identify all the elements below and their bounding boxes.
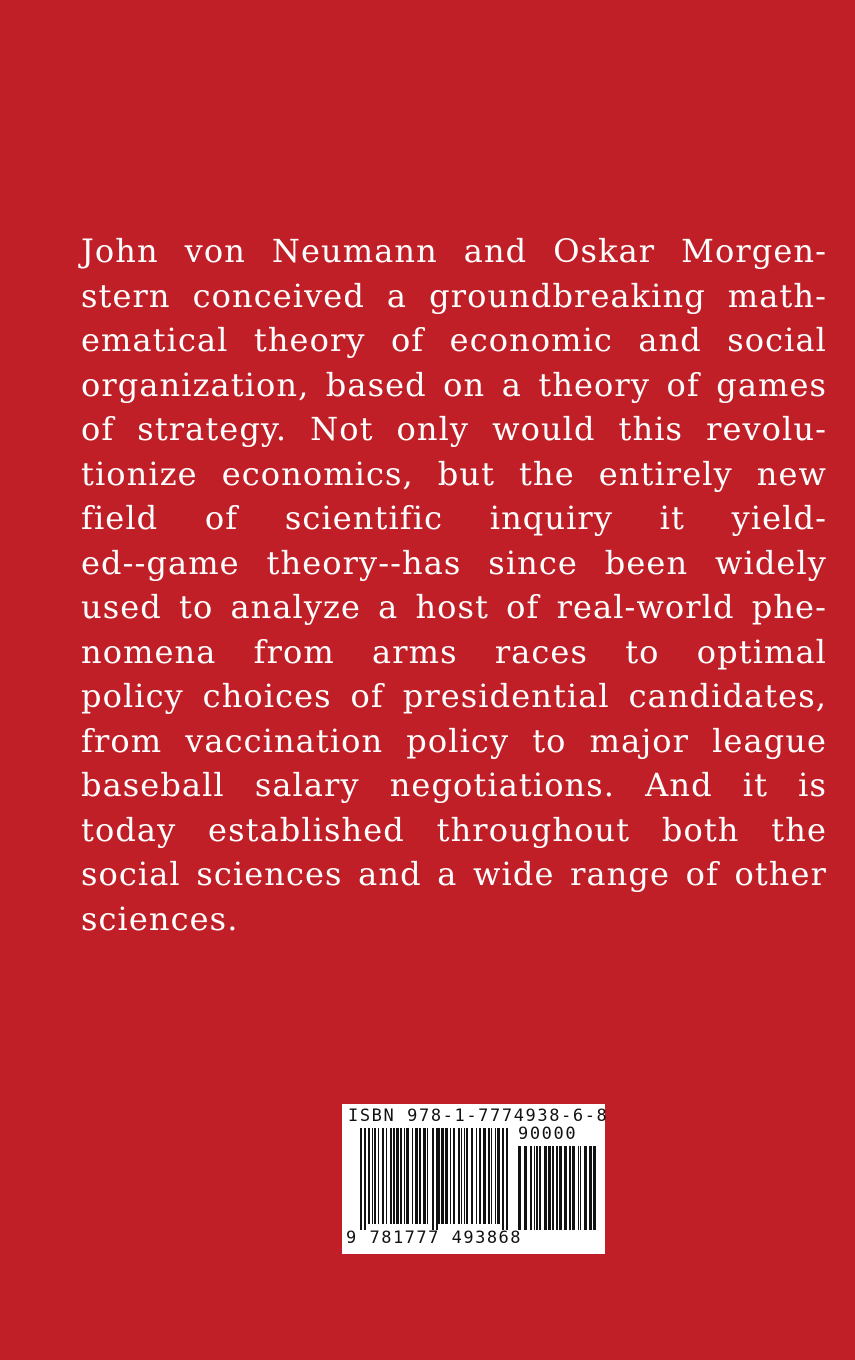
barcode-bar	[453, 1128, 455, 1224]
barcode-guard-bar	[506, 1128, 508, 1230]
description-line: John von Neumann and Oskar Morgen-	[81, 232, 827, 270]
description-line: field of scientific inquiry it yield-	[81, 499, 827, 537]
barcode-addon-bar	[518, 1146, 521, 1230]
barcode-bar	[419, 1128, 421, 1224]
barcode-addon-bar	[578, 1146, 579, 1230]
barcode-bar	[372, 1128, 373, 1224]
description-line: organization, based on a theory of games	[81, 365, 827, 404]
description-line: baseball salary negotiations. And it is	[81, 766, 827, 804]
barcode-bar	[374, 1128, 376, 1224]
isbn-barcode	[342, 1104, 609, 1254]
barcode-bar	[495, 1128, 496, 1224]
book-description	[81, 229, 827, 941]
barcode-bar	[497, 1128, 500, 1224]
barcode-guard-bar	[502, 1128, 504, 1230]
barcode-bar	[396, 1128, 399, 1224]
description-line: today established throughout both the	[81, 810, 827, 849]
description-line: social sciences and a wide range of other	[81, 855, 827, 893]
barcode-bar	[441, 1128, 444, 1224]
barcode-addon-bar	[530, 1146, 532, 1230]
barcode-addon-bar	[556, 1146, 558, 1230]
barcode-addon-bar	[589, 1146, 592, 1230]
description-line: ematical theory of economic and social	[81, 321, 827, 359]
barcode-bar	[466, 1128, 468, 1224]
barcode-bar	[404, 1128, 405, 1224]
description-line: of strategy. Not only would this revolu-	[81, 410, 827, 448]
barcode-guard-bar	[436, 1128, 438, 1230]
barcode-addon-bar	[580, 1146, 581, 1230]
description-line: tionize economics, but the entirely new	[81, 454, 827, 493]
barcode-addon-bar	[593, 1146, 596, 1230]
barcode-bar	[461, 1128, 462, 1224]
barcode-addon-bar	[564, 1146, 567, 1230]
barcode-addon-bar	[536, 1146, 538, 1230]
barcode-bar	[491, 1128, 492, 1224]
barcode-addon-bar	[534, 1146, 535, 1230]
barcode-bar	[393, 1128, 395, 1224]
description-line: policy choices of presidential candidates,	[81, 677, 827, 715]
barcode-guard-bar	[364, 1128, 366, 1230]
barcode-bar	[412, 1128, 413, 1224]
barcode-bar	[390, 1128, 392, 1224]
barcode-bar	[423, 1128, 426, 1224]
barcode-bar	[400, 1128, 402, 1224]
barcode-bar	[406, 1128, 409, 1224]
description-line: used to analyze a host of real-world phe-	[81, 588, 827, 626]
barcode-addon-bar	[544, 1146, 547, 1230]
barcode-bar	[386, 1128, 387, 1224]
barcode-bar	[450, 1128, 451, 1224]
barcode-addon-bar	[524, 1146, 527, 1230]
barcode-guard-bar	[360, 1128, 362, 1230]
barcode-bar	[438, 1128, 440, 1224]
barcode-addon-bar	[552, 1146, 554, 1230]
barcode-addon-bar	[548, 1146, 551, 1230]
barcode-addon-bar	[559, 1146, 562, 1230]
barcode-addon-bar	[569, 1146, 571, 1230]
description-line: from vaccination policy to major league	[81, 721, 827, 760]
barcode-bar	[471, 1128, 473, 1224]
barcode-bar	[382, 1128, 384, 1224]
barcode-bar	[483, 1128, 486, 1224]
barcode-bar	[488, 1128, 490, 1224]
barcode-bar	[445, 1128, 448, 1224]
isbn-label: ISBN 978-1-7774938-6-8	[348, 1106, 609, 1126]
description-line: nomena from arms races to optimal	[81, 632, 827, 671]
barcode-bar	[415, 1128, 418, 1224]
barcode-addon-bar	[584, 1146, 587, 1230]
description-line: stern conceived a groundbreaking math-	[81, 276, 827, 315]
barcode-bar	[464, 1128, 465, 1224]
barcode-bar	[476, 1128, 477, 1224]
barcode-addon-bar	[572, 1146, 575, 1230]
barcode-bar	[378, 1128, 379, 1224]
barcode-addon-bar	[539, 1146, 541, 1230]
barcode-bar	[427, 1128, 428, 1224]
barcode-guard-bar	[432, 1128, 434, 1230]
barcode-bar	[479, 1128, 481, 1224]
description-line: ed--game theory--has since been widely	[81, 543, 827, 582]
description-line: sciences.	[81, 899, 239, 938]
barcode-bar	[458, 1128, 460, 1224]
ean-digits: 9 781777 493868	[346, 1228, 523, 1248]
price-addon-code: 90000	[518, 1124, 578, 1144]
barcode-bar	[368, 1128, 370, 1224]
